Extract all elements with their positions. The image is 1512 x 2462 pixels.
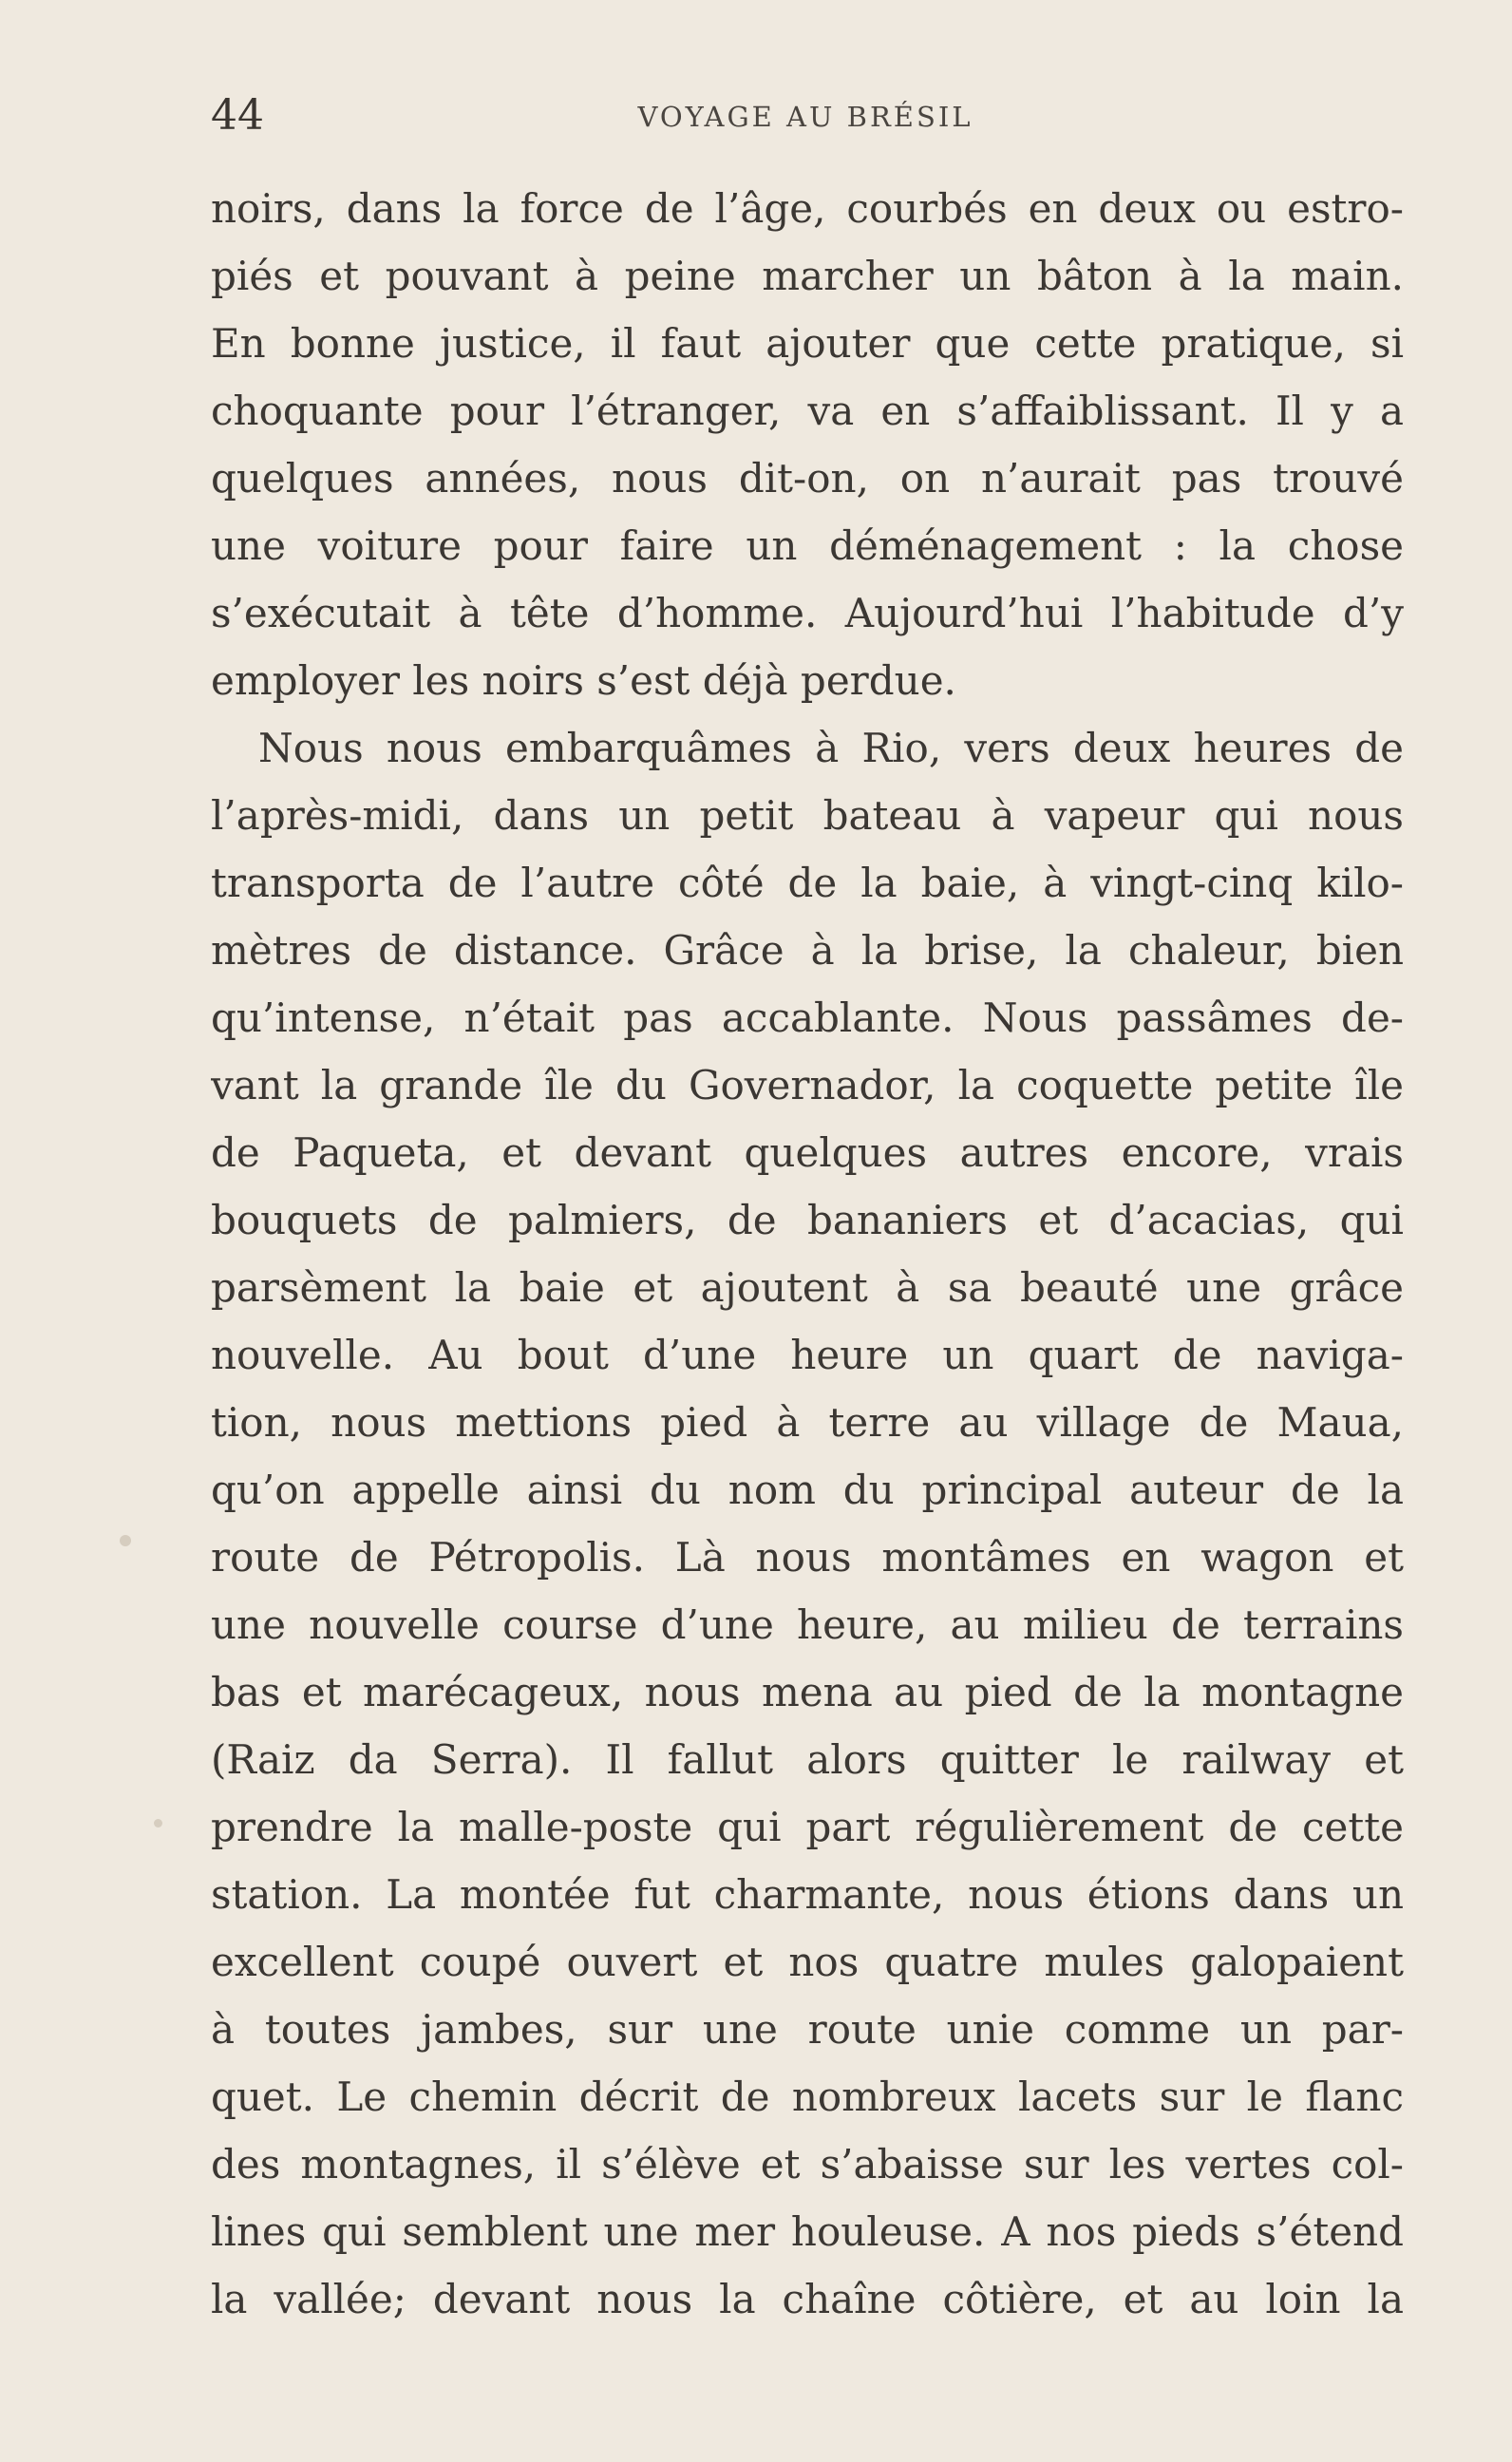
running-title: VOYAGE AU BRÉSIL [637, 101, 973, 133]
text-line: qu’on appelle ainsi du nom du principal auteur de la [211, 1467, 1404, 1513]
text-line: station. La montée fut charmante, nous étions dans un [211, 1871, 1404, 1918]
text-line: tion, nous mettions pied à terre au village de Maua, [211, 1399, 1404, 1446]
text-line: à toutes jambes, sur une route unie comme un par- [211, 2006, 1404, 2053]
text-line: parsèment la baie et ajoutent à sa beauté une grâce [211, 1264, 1404, 1311]
text-line: la vallée; devant nous la chaîne côtière, et au loin la [211, 2276, 1404, 2322]
text-line: lines qui semblent une mer houleuse. A nos pieds s’étend [211, 2208, 1404, 2255]
text-line: bouquets de palmiers, de bananiers et d’acacias, qui [211, 1197, 1404, 1243]
text-line: une voiture pour faire un déménagement : la chose [211, 522, 1404, 569]
paper-speck [154, 1819, 162, 1828]
text-line: quelques années, nous dit-on, on n’aurait pas trouvé [211, 455, 1404, 502]
text-line: une nouvelle course d’une heure, au milieu de terrains [211, 1601, 1404, 1648]
page-header [211, 87, 1400, 144]
text-line: En bonne justice, il faut ajouter que cette pratique, si [211, 320, 1404, 367]
text-line: excellent coupé ouvert et nos quatre mules galopaient [211, 1939, 1404, 1985]
text-line: route de Pétropolis. Là nous montâmes en wagon et [211, 1534, 1404, 1581]
text-line: s’exécutait à tête d’homme. Aujourd’hui l’habitude d’y [211, 590, 1404, 636]
text-line: qu’intense, n’était pas accablante. Nous passâmes de- [211, 994, 1404, 1041]
text-line: l’après-midi, dans un petit bateau à vapeur qui nous [211, 792, 1404, 839]
paper-speck [120, 1535, 131, 1546]
text-line: prendre la malle-poste qui part régulièrement de cette [211, 1804, 1404, 1850]
text-line: quet. Le chemin décrit de nombreux lacets sur le flanc [211, 2074, 1404, 2120]
text-line: de Paqueta, et devant quelques autres encore, vrais [211, 1129, 1404, 1176]
text-line: des montagnes, il s’élève et s’abaisse sur les vertes col- [211, 2141, 1404, 2187]
body-text [211, 175, 1404, 2333]
text-line: employer les noirs s’est déjà perdue. [211, 657, 956, 704]
text-line: vant la grande île du Governador, la coquette petite île [211, 1062, 1404, 1108]
text-line: piés et pouvant à peine marcher un bâton à la main. [211, 253, 1404, 299]
text-line: nouvelle. Au bout d’une heure un quart de naviga- [211, 1332, 1404, 1378]
text-line: transporta de l’autre côté de la baie, à vingt-cinq kilo- [211, 860, 1404, 906]
text-line: bas et marécageux, nous mena au pied de la montagne [211, 1669, 1404, 1715]
text-line: mètres de distance. Grâce à la brise, la chaleur, bien [211, 927, 1404, 974]
page-number: 44 [211, 91, 264, 140]
text-line: noirs, dans la force de l’âge, courbés en deux ou estro- [211, 185, 1404, 232]
text-line: choquante pour l’étranger, va en s’affaiblissant. Il y a [211, 388, 1404, 434]
text-line: (Raiz da Serra). Il fallut alors quitter le railway et [211, 1736, 1404, 1783]
paragraph-start-line: Nous nous embarquâmes à Rio, vers deux heures de [258, 725, 1404, 771]
